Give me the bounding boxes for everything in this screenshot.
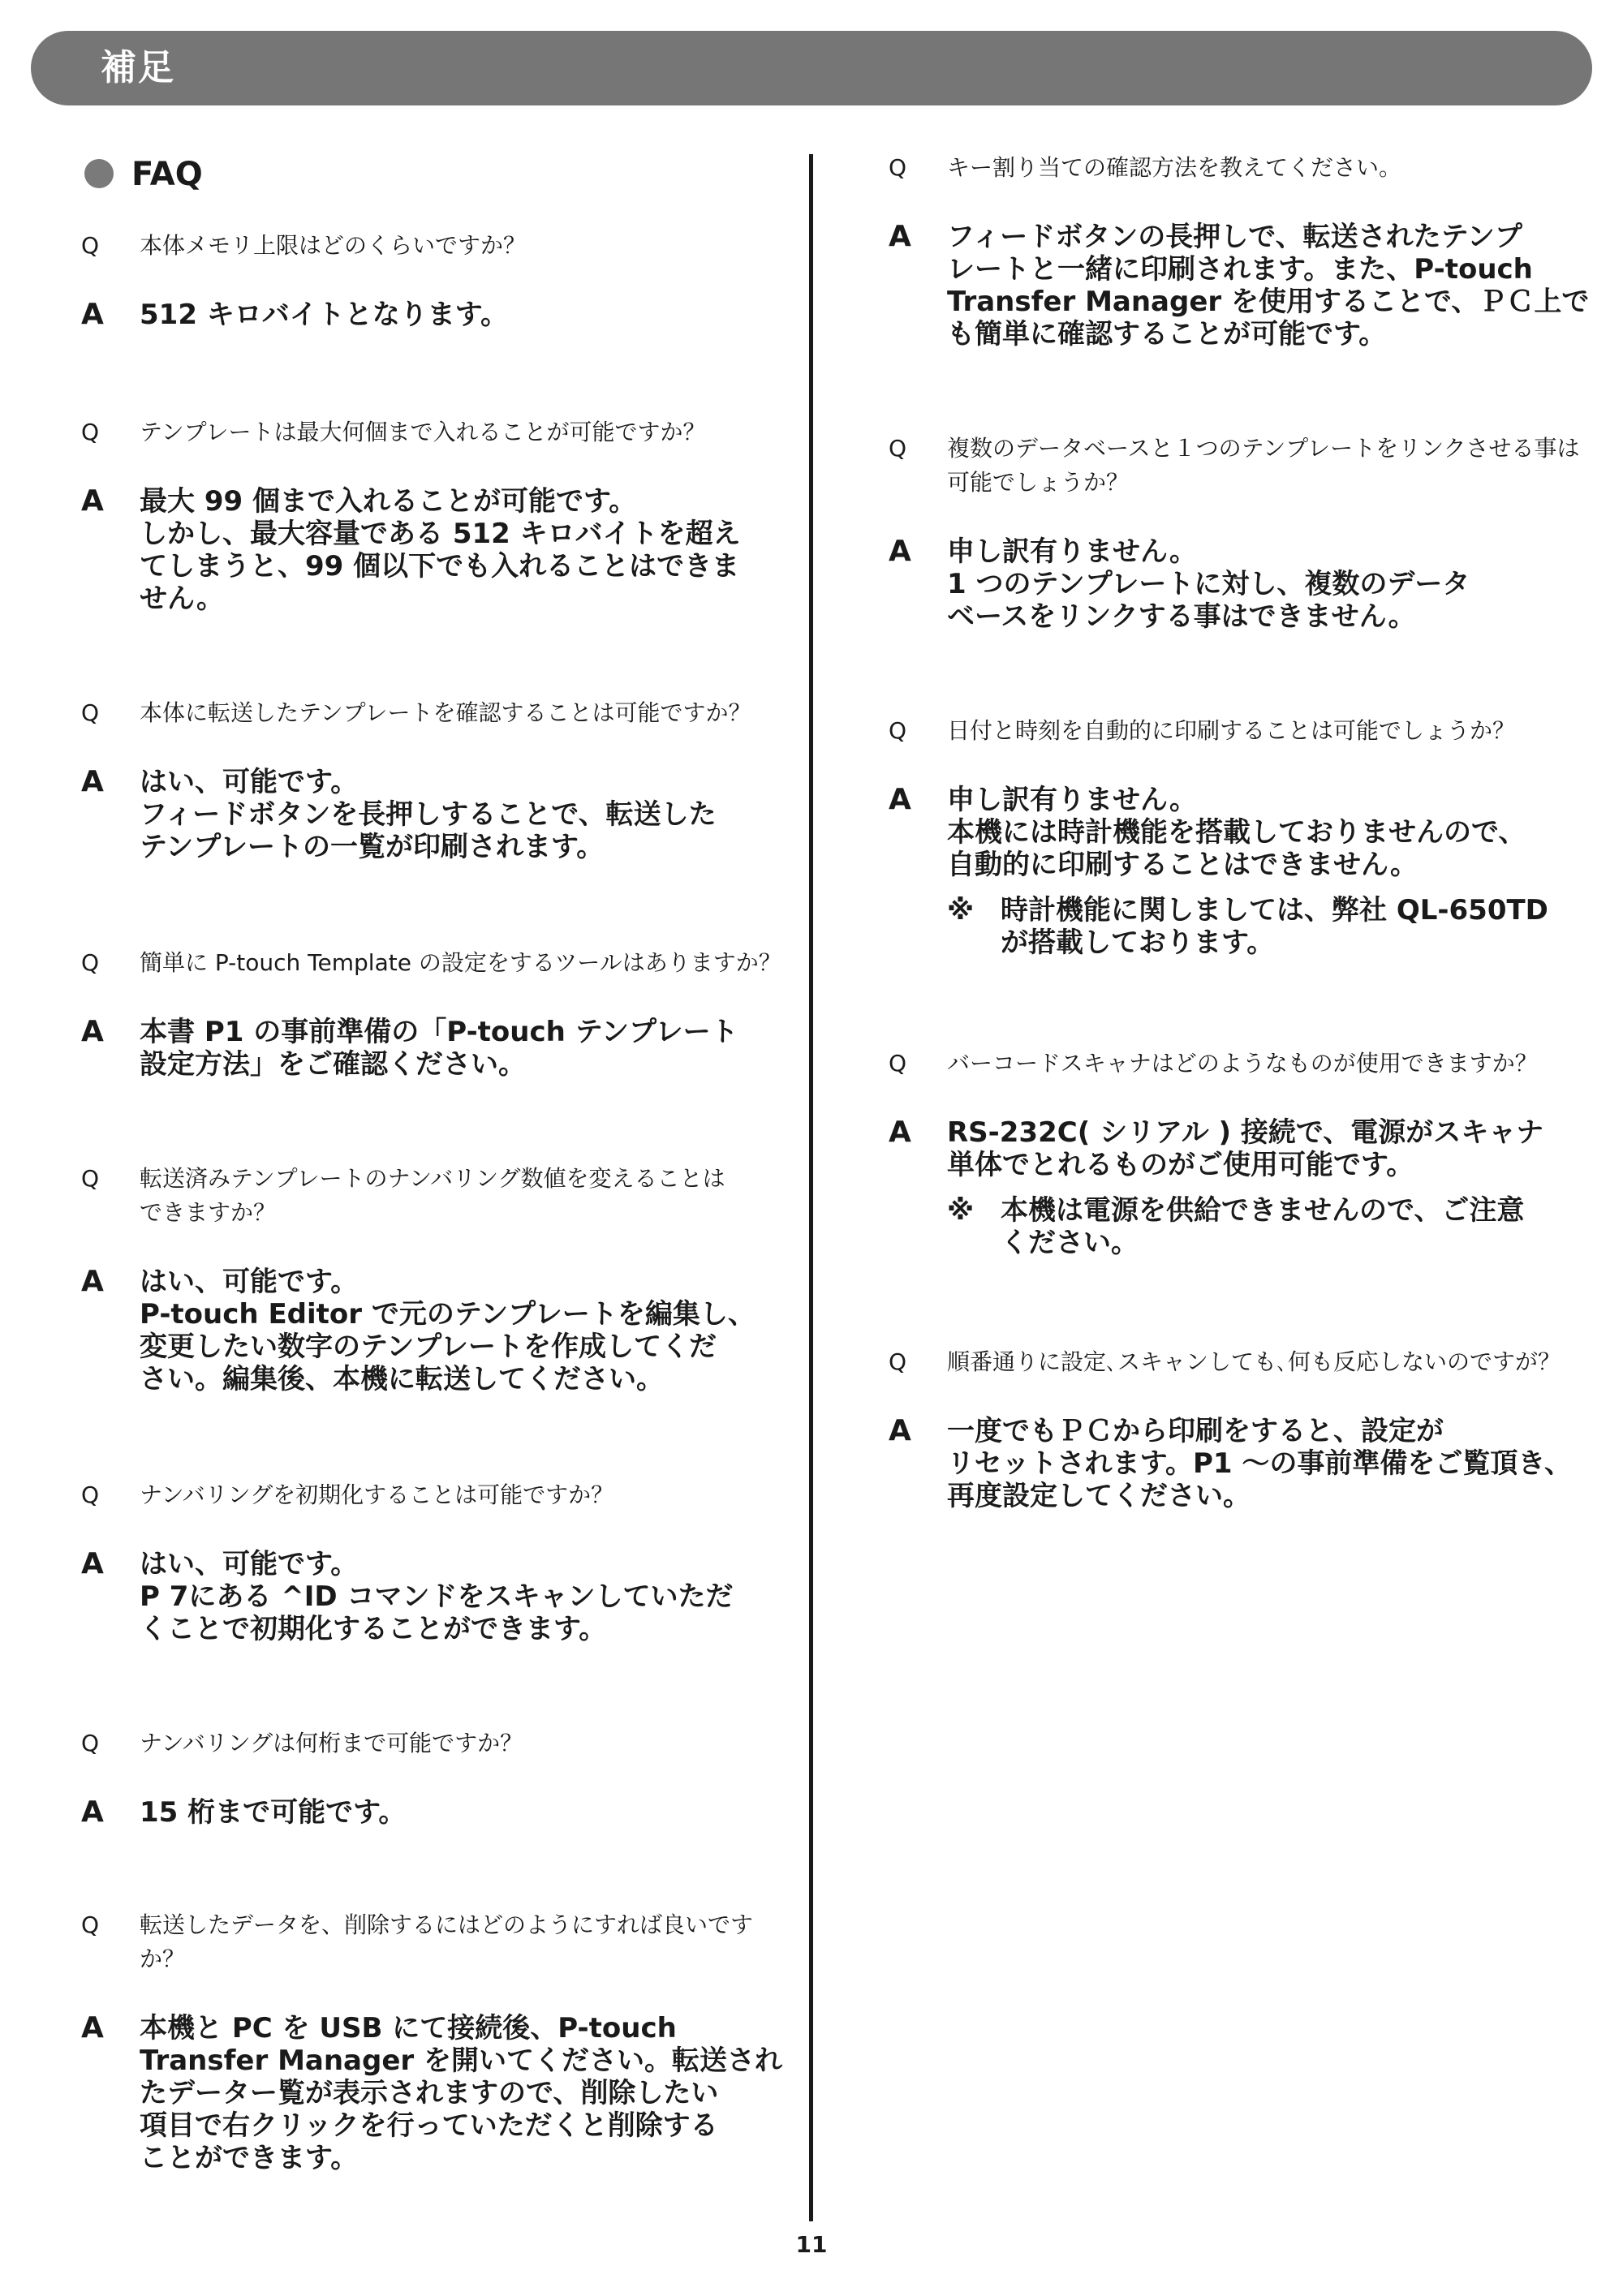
faq-item bbox=[889, 1345, 1603, 1512]
question-text: 順番通りに設定､スキャンしても､何も反応しないのですが？ bbox=[947, 1348, 1561, 1375]
faq-answer bbox=[81, 766, 795, 863]
faq-note bbox=[947, 1194, 1603, 1259]
answer-text: 本機と PC を USB にて接続後、P-touch Transfer Manager を開いてください。転送され たデーター覧が表示されますので、削除したい 項目で右クリックを行っていただくと削除する ことができます。 bbox=[140, 2012, 782, 2174]
faq-item bbox=[81, 415, 795, 615]
q-marker: Q bbox=[889, 1348, 907, 1375]
question-text: 転送したデータを、削除するにはどのようにすれば良いです か？ bbox=[140, 1911, 754, 1972]
faq-item bbox=[81, 1162, 795, 1395]
q-marker: Q bbox=[81, 1911, 100, 1938]
faq-question bbox=[889, 714, 1603, 748]
a-marker: A bbox=[889, 1414, 911, 1447]
faq-question bbox=[81, 1478, 795, 1512]
page-number: 11 bbox=[795, 2231, 828, 2258]
faq-question bbox=[81, 696, 795, 730]
a-marker: A bbox=[889, 1116, 911, 1149]
note-text: 本機は電源を供給できませんので、ご注意 ください。 bbox=[1001, 1194, 1525, 1259]
question-text: 本体に転送したテンプレートを確認することは可能ですか？ bbox=[140, 699, 751, 726]
faq-answer bbox=[889, 1116, 1603, 1181]
faq-item bbox=[81, 1478, 795, 1645]
a-marker: A bbox=[81, 765, 104, 798]
faq-answer bbox=[81, 1016, 795, 1081]
q-marker: Q bbox=[81, 1165, 100, 1192]
a-marker: A bbox=[81, 484, 104, 518]
faq-heading-label: FAQ bbox=[131, 156, 203, 193]
faq-item bbox=[889, 151, 1603, 350]
q-marker: Q bbox=[889, 154, 907, 181]
faq-answer bbox=[81, 1266, 795, 1395]
answer-text: 本書 P1 の事前準備の「P-touch テンプレート 設定方法」をご確認ください。 bbox=[140, 1016, 738, 1081]
q-marker: Q bbox=[889, 717, 907, 744]
answer-text: 申し訳有りません。 1 つのテンプレートに対し、複数のデータ ベースをリンクする事はできません。 bbox=[947, 535, 1470, 633]
q-marker: Q bbox=[81, 699, 100, 726]
q-marker: Q bbox=[81, 1481, 100, 1508]
question-text: 本体メモリ上限はどのくらいですか？ bbox=[140, 232, 527, 259]
a-marker: A bbox=[81, 298, 104, 331]
question-text: 複数のデータベースと１つのテンプレートをリンクさせる事は 可能でしょうか？ bbox=[947, 435, 1580, 496]
q-marker: Q bbox=[81, 419, 100, 445]
faq-question bbox=[81, 1726, 795, 1761]
q-marker: Q bbox=[81, 1730, 100, 1756]
faq-question bbox=[889, 151, 1603, 185]
faq-question bbox=[81, 415, 795, 449]
faq-answer bbox=[889, 221, 1603, 350]
faq-question bbox=[81, 946, 795, 980]
a-marker: A bbox=[81, 1795, 104, 1829]
faq-answer bbox=[889, 1415, 1603, 1512]
a-marker: A bbox=[81, 1015, 104, 1048]
question-text: テンプレートは最大何個まで入れることが可能ですか？ bbox=[140, 419, 706, 445]
faq-item bbox=[889, 432, 1603, 633]
answer-text: はい、可能です。 P 7にある ^ID コマンドをスキャンしていただ くことで初期化することができます。 bbox=[140, 1548, 734, 1645]
a-marker: A bbox=[81, 1265, 104, 1298]
answer-text: 512 キロバイトとなります。 bbox=[140, 299, 509, 331]
note-marker: ※ bbox=[947, 1194, 975, 1227]
answer-text: 最大 99 個まで入れることが可能です。 しかし、最大容量である 512 キロバイトを超え てしまうと、99 個以下でも入れることはできま せん。 bbox=[140, 485, 741, 615]
q-marker: Q bbox=[81, 949, 100, 976]
faq-answer bbox=[889, 784, 1603, 881]
answer-text: 一度でもＰＣから印刷をすると、設定が リセットされます。P1 〜の事前準備をご覧頂き、 再度設定してください。 bbox=[947, 1415, 1572, 1512]
faq-item bbox=[889, 1047, 1603, 1259]
faq-question bbox=[81, 1162, 795, 1230]
section-header-bar bbox=[31, 31, 1592, 105]
faq-answer bbox=[81, 1796, 795, 1829]
faq-answer bbox=[81, 299, 795, 331]
faq-item bbox=[81, 1908, 795, 2174]
question-text: 転送済みテンプレートのナンバリング数値を変えることは できますか？ bbox=[140, 1165, 725, 1226]
note-text: 時計機能に関しましては、弊社 QL-650TD が搭載しております。 bbox=[1001, 894, 1548, 959]
faq-answer bbox=[889, 535, 1603, 633]
answer-text: RS-232C( シリアル ) 接続で、電源がスキャナ 単体でとれるものがご使用可能です。 bbox=[947, 1116, 1544, 1181]
faq-item bbox=[81, 229, 795, 331]
answer-text: 15 桁まで可能です。 bbox=[140, 1796, 407, 1829]
faq-question bbox=[81, 1908, 795, 1976]
q-marker: Q bbox=[81, 232, 100, 259]
question-text: キー割り当ての確認方法を教えてください。 bbox=[947, 154, 1402, 181]
q-marker: Q bbox=[889, 1050, 907, 1077]
a-marker: A bbox=[889, 783, 911, 816]
faq-question bbox=[889, 432, 1603, 500]
faq-question bbox=[889, 1047, 1603, 1081]
a-marker: A bbox=[81, 2011, 104, 2044]
section-header-title: 補足 bbox=[101, 47, 175, 88]
faq-answer bbox=[81, 2012, 795, 2174]
answer-text: はい、可能です。 P-touch Editor で元のテンプレートを編集し、 変更したい数字のテンプレートを作成してくだ さい。編集後、本機に転送してください。 bbox=[140, 1266, 756, 1395]
faq-question bbox=[81, 229, 795, 263]
question-text: ナンバリングを初期化することは可能ですか？ bbox=[140, 1481, 614, 1508]
faq-item bbox=[81, 696, 795, 863]
question-text: 簡単に P-touch Template の設定をするツールはありますか？ bbox=[140, 949, 781, 976]
question-text: 日付と時刻を自動的に印刷することは可能でしょうか？ bbox=[947, 717, 1516, 744]
answer-text: 申し訳有りません。 本機には時計機能を搭載しておりませんので、 自動的に印刷することはできません。 bbox=[947, 784, 1526, 881]
faq-item bbox=[81, 1726, 795, 1829]
column-divider bbox=[809, 154, 813, 2221]
answer-text: フィードボタンの長押しで、転送されたテンプ レートと一緒に印刷されます。また、P-touch Transfer Manager を使用することで、ＰＣ上で も簡単に確認することが可能です。 bbox=[947, 221, 1590, 350]
faq-answer bbox=[81, 485, 795, 615]
faq-question bbox=[889, 1345, 1603, 1379]
faq-item bbox=[889, 714, 1603, 959]
faq-answer bbox=[81, 1548, 795, 1645]
bullet-circle-icon bbox=[84, 159, 114, 188]
question-text: バーコードスキャナはどのようなものが使用できますか？ bbox=[947, 1050, 1538, 1077]
faq-note bbox=[947, 894, 1603, 959]
a-marker: A bbox=[81, 1547, 104, 1580]
question-text: ナンバリングは何桁まで可能ですか？ bbox=[140, 1730, 523, 1756]
note-marker: ※ bbox=[947, 894, 975, 927]
a-marker: A bbox=[889, 535, 911, 568]
a-marker: A bbox=[889, 220, 911, 253]
q-marker: Q bbox=[889, 435, 907, 462]
faq-item bbox=[81, 946, 795, 1081]
answer-text: はい、可能です。 フィードボタンを長押しすることで、転送した テンプレートの一覧が印刷されます。 bbox=[140, 766, 717, 863]
